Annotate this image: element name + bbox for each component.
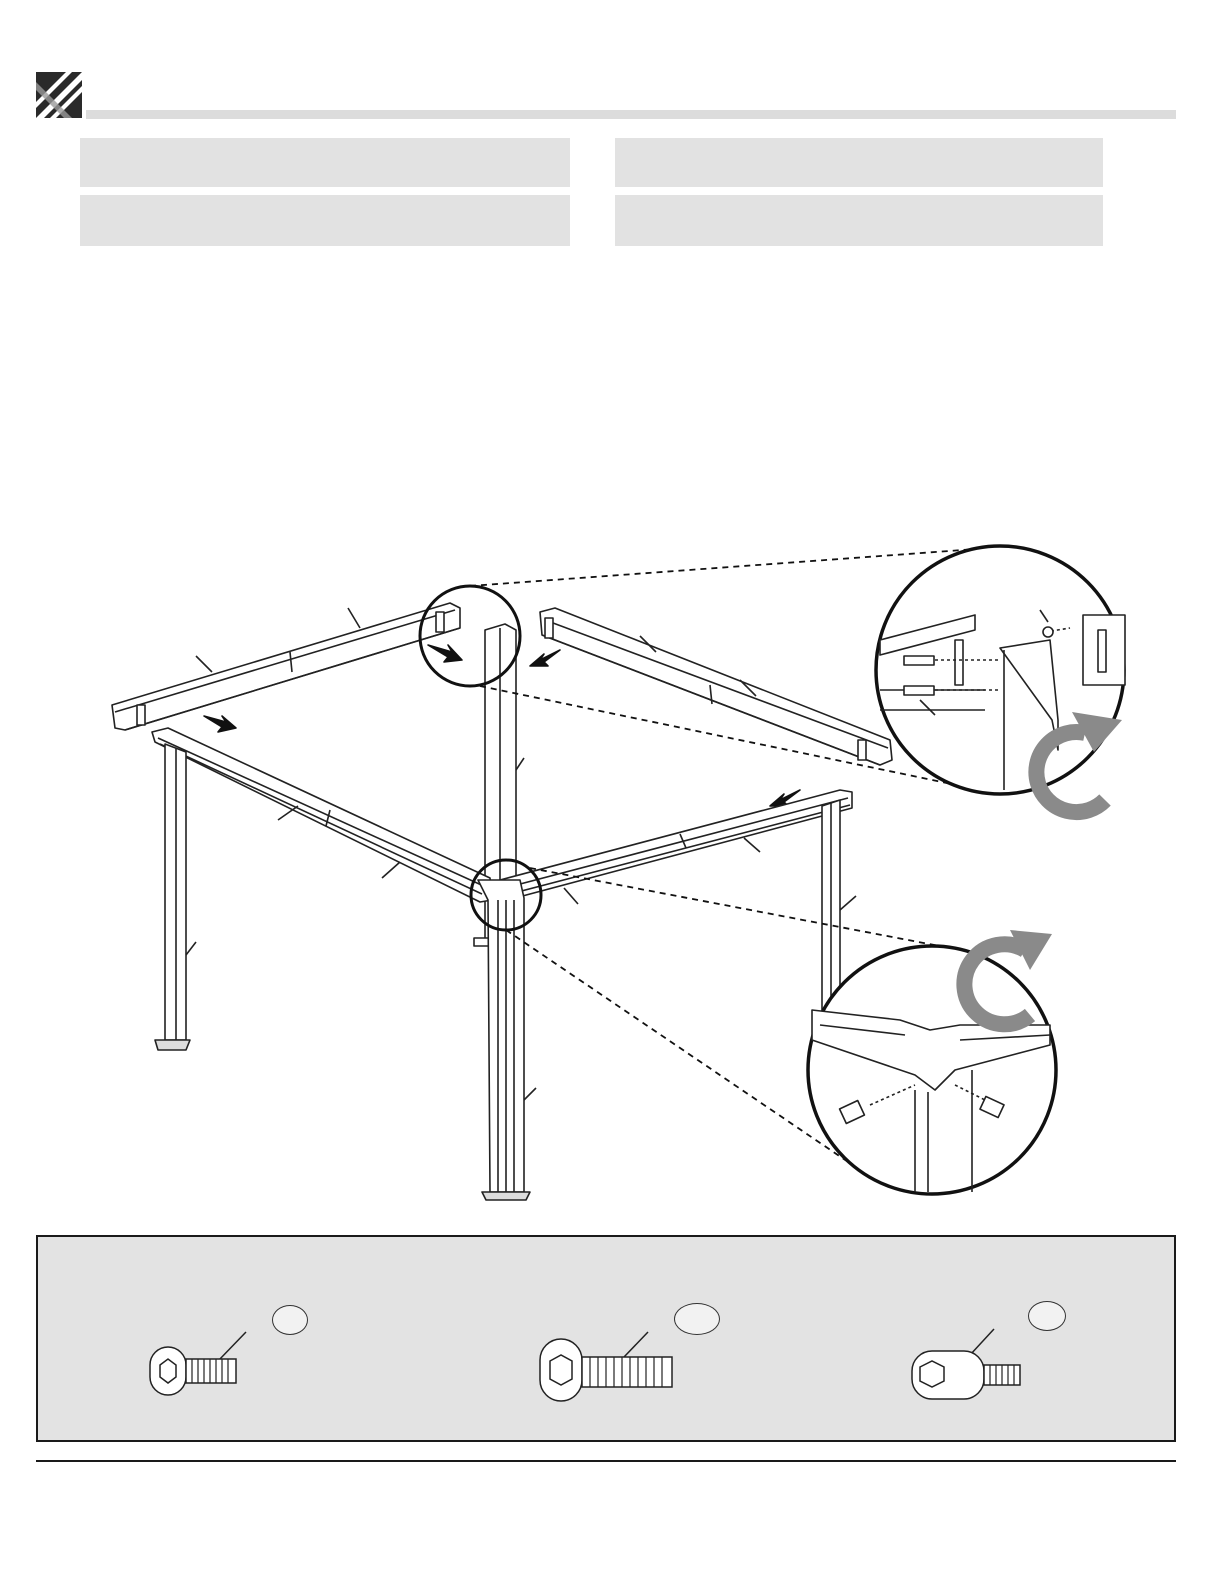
- assembly-diagram: [0, 540, 1224, 1210]
- post-left: [155, 744, 196, 1050]
- footer-rule: [36, 1460, 1176, 1462]
- brand-logo-icon: [36, 72, 82, 118]
- beam-front-right: [500, 790, 852, 904]
- beam-back-right: [540, 608, 892, 765]
- detail-view-corner: [808, 946, 1056, 1194]
- step-box-left-bottom: [80, 195, 570, 246]
- hex-socket-spacer-bolt-icon: [908, 1317, 1038, 1407]
- beam-front-left: [152, 728, 492, 902]
- detail-view-top: [876, 546, 1125, 794]
- flange-hex-bolt-icon: [536, 1317, 686, 1407]
- hardware-panel: [36, 1235, 1176, 1442]
- header-rule: [86, 110, 1176, 119]
- step-box-right-bottom: [615, 195, 1103, 246]
- step-box-left-top: [80, 138, 570, 187]
- step-box-right-top: [615, 138, 1103, 187]
- part-callout: [272, 1305, 308, 1335]
- beam-back-left: [112, 603, 460, 730]
- flat-head-hex-bolt-icon: [146, 1317, 266, 1407]
